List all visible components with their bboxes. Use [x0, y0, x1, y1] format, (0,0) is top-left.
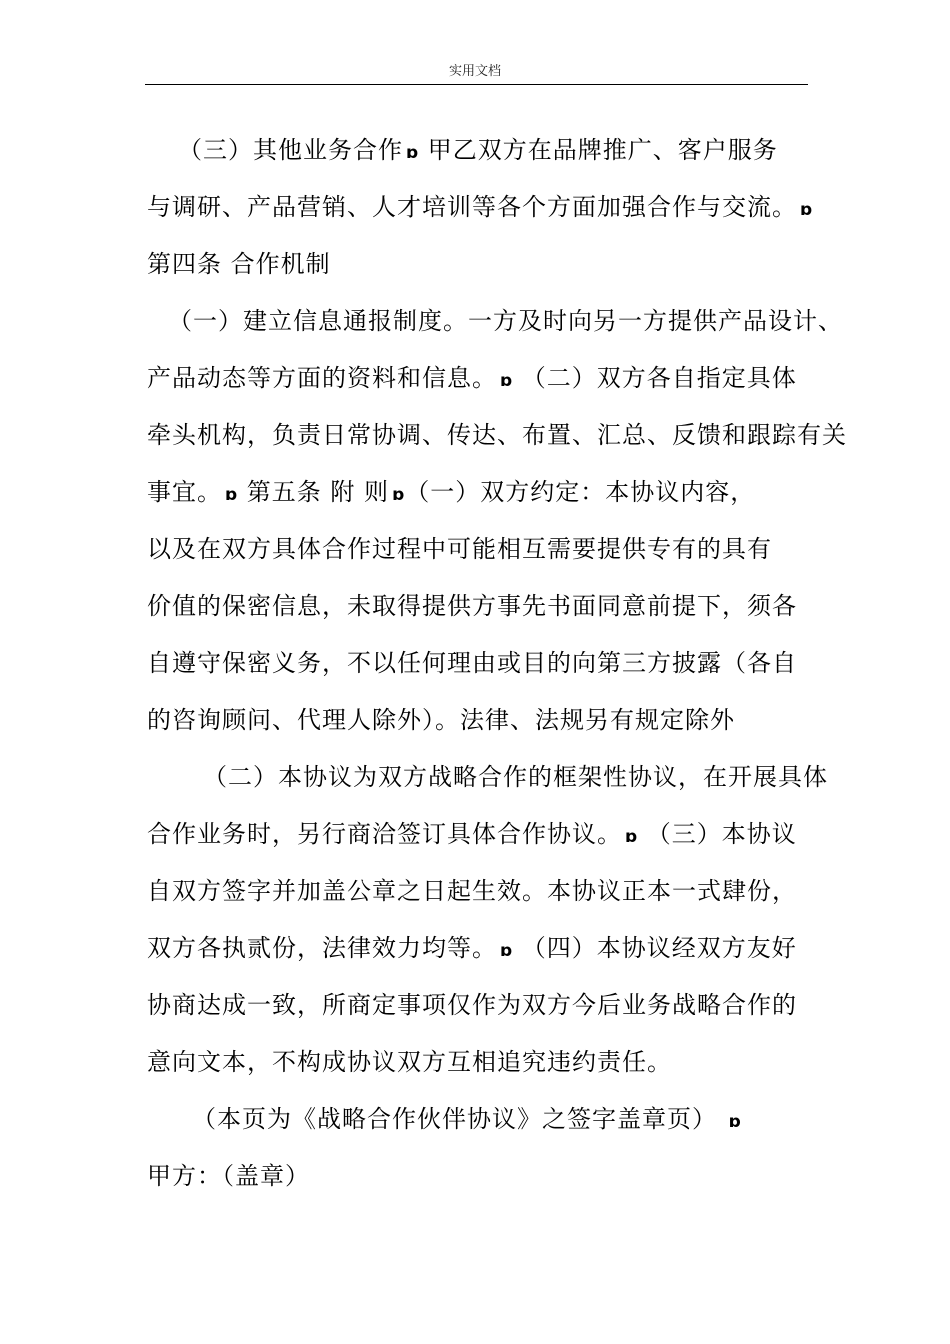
paragraph-mark-icon: ɒ	[225, 485, 239, 505]
text-line	[178, 130, 778, 170]
text-segment: （二）本协议为双方战略合作的框架性协议，在开展具体	[203, 763, 828, 791]
text-segment: 合作业务时，另行商洽签订具体合作协议。	[147, 820, 622, 848]
text-segment: 价值的保密信息，未取得提供方事先书面同意前提下，须各	[147, 592, 797, 620]
text-segment: （一）双方约定：本协议内容，	[405, 478, 756, 506]
text-line	[192, 1099, 742, 1139]
text-segment: 第五条 附 则	[238, 478, 390, 506]
text-line	[147, 985, 797, 1025]
text-segment: 与调研、产品营销、人才培训等各个方面加强合作与交流。	[147, 193, 797, 221]
text-line	[147, 586, 797, 626]
text-line	[147, 814, 797, 854]
text-line	[147, 187, 813, 227]
text-segment: 第四条 合作机制	[147, 250, 331, 278]
text-line	[147, 415, 847, 455]
paragraph-mark-icon: ɒ	[500, 371, 514, 391]
text-segment: 的咨询顾问、代理人除外）。法律、法规另有规定除外	[147, 706, 735, 734]
paragraph-mark-icon: ɒ	[392, 485, 406, 505]
header-divider	[145, 84, 808, 85]
text-segment: 协商达成一致，所商定事项仅作为双方今后业务战略合作的	[147, 991, 797, 1019]
paragraph-mark-icon: ɒ	[800, 200, 814, 220]
paragraph-mark-icon: ɒ	[500, 941, 514, 961]
text-line	[147, 871, 797, 911]
text-segment: 自遵守保密义务，不以任何理由或目的向第三方披露（各自	[147, 649, 797, 677]
text-segment: 产品动态等方面的资料和信息。	[147, 364, 497, 392]
text-segment: 意向文本，不构成协议双方互相追究违约责任。	[147, 1048, 672, 1076]
text-segment: 事宜。	[147, 478, 222, 506]
text-segment: （一）建立信息通报制度。一方及时向另一方提供产品设计、	[168, 307, 843, 335]
text-line	[147, 529, 772, 569]
text-segment: 牵头机构，负责日常协调、传达、布置、汇总、反馈和跟踪有关	[147, 421, 847, 449]
text-line	[147, 928, 797, 968]
text-line	[147, 358, 797, 398]
text-segment: 自双方签字并加盖公章之日起生效。本协议正本一式肆份，	[147, 877, 797, 905]
text-segment: 甲乙双方在品牌推广、客户服务	[419, 136, 778, 164]
text-line	[147, 1156, 310, 1196]
text-line	[168, 301, 843, 341]
text-segment: （三）其他业务合作	[178, 136, 403, 164]
text-line	[203, 757, 828, 797]
text-segment: （三）本协议	[638, 820, 797, 848]
text-segment: 双方各执贰份，法律效力均等。	[147, 934, 497, 962]
text-segment: （二）双方各自指定具体	[513, 364, 797, 392]
text-segment: 以及在双方具体合作过程中可能相互需要提供专有的具有	[147, 535, 772, 563]
text-line	[147, 700, 735, 740]
text-segment: （四）本协议经双方友好	[513, 934, 797, 962]
text-line	[147, 643, 797, 683]
paragraph-mark-icon: ɒ	[406, 143, 420, 163]
text-segment: 甲方：（盖章）	[147, 1162, 310, 1190]
text-line	[147, 472, 755, 512]
page-header: 实用文档	[448, 64, 501, 79]
paragraph-mark-icon: ɒ	[728, 1112, 742, 1132]
text-line	[147, 1042, 672, 1082]
text-line	[147, 244, 331, 284]
text-segment: （本页为《战略合作伙伴协议》之签字盖章页）	[192, 1105, 726, 1133]
paragraph-mark-icon: ɒ	[625, 827, 639, 847]
